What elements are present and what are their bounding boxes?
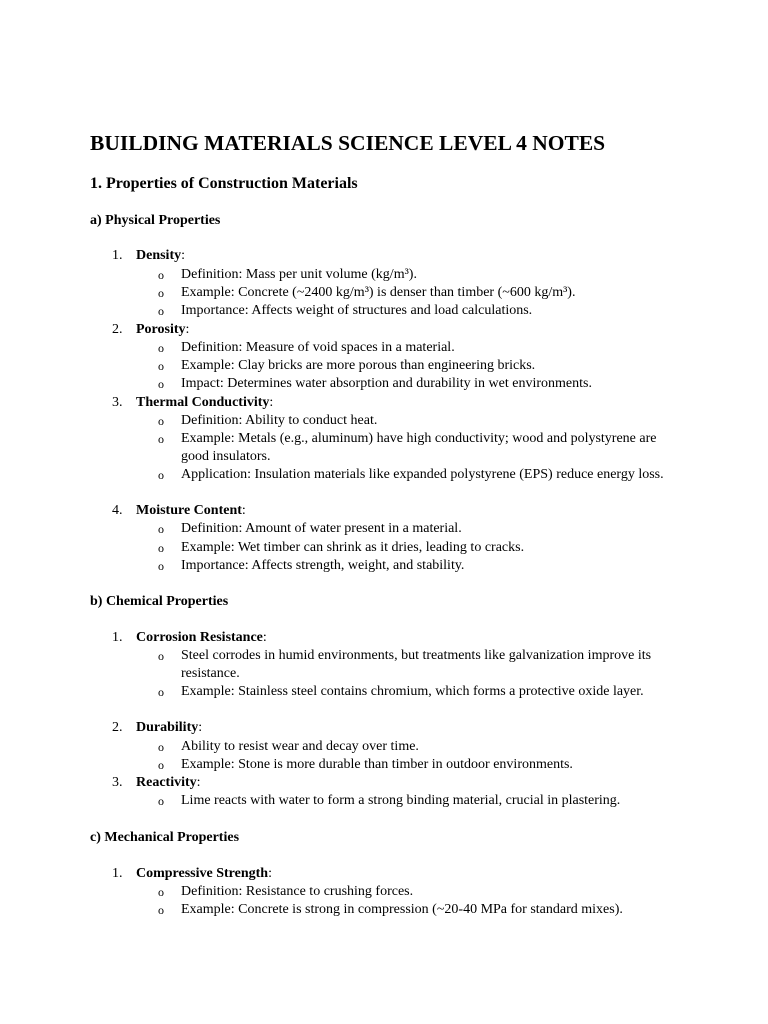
bullet-marker: o — [158, 540, 164, 555]
list-number: 1. — [112, 248, 123, 263]
bullet-text: Example: Concrete is strong in compression (~20-40 MPa for standard mixes). — [181, 902, 623, 917]
bullet-marker: o — [158, 432, 164, 446]
term-compressive-strength: Compressive Strength — [136, 865, 269, 881]
bullet-marker: o — [158, 648, 164, 663]
term-moisture-content: Moisture Content — [136, 503, 242, 518]
term-density: Density — [136, 248, 182, 263]
bullet-text: Definition: Mass per unit volume (kg/m³). — [181, 266, 417, 282]
bullet-text: Application: Insulation materials like expanded polystyrene (EPS) reduce energy loss. — [181, 467, 664, 483]
bullet-text: Importance: Affects weight of structures and load calculations. — [181, 303, 533, 318]
bullet-marker: o — [158, 377, 164, 392]
bullet-marker: o — [158, 884, 164, 899]
section-heading-properties: 1. Properties of Construction Materials — [90, 175, 358, 192]
bullet-marker: o — [158, 757, 164, 772]
bullet-text: Example: Clay bricks are more porous than engineering bricks. — [181, 358, 536, 373]
term-durability: Durability — [136, 720, 199, 735]
term-thermal-conductivity: Thermal Conductivity — [136, 394, 270, 410]
bullet-marker: o — [158, 340, 164, 355]
bullet-text: Impact: Determines water absorption and durability in wet environments. — [181, 376, 592, 392]
list-number: 4. — [112, 503, 123, 518]
document-title: BUILDING MATERIALS SCIENCE LEVEL 4 NOTES — [90, 131, 606, 155]
bullet-text: Ability to resist wear and decay over time. — [181, 738, 419, 754]
term-reactivity: Reactivity — [136, 775, 197, 790]
subsection-heading-physical: a) Physical Properties — [90, 213, 221, 228]
subsection-heading-mechanical: c) Mechanical Properties — [90, 830, 240, 845]
bullet-marker: o — [158, 522, 164, 537]
list-number: 3. — [112, 775, 123, 790]
bullet-marker: o — [158, 685, 164, 700]
bullet-text: Definition: Measure of void spaces in a material. — [181, 339, 455, 355]
document-page: BUILDING MATERIALS SCIENCE LEVEL 4 NOTES 1. Properties of Construction Materials a) Physical Properties 1. Density: o Definition: Mass per unit volume (kg/m³). o Example: Concrete (~2400 kg/m³) is denser than timber (~600 kg/m³). o Importance: Affects weight of structures and load calculations. 2. Porosity: o Definition: Measure of void spaces in a material. o Example: Clay bricks are more porous than engineering bricks. o Impact: Determines water absorption and durability in wet environments. 3. Thermal Conductivity: o Definition: Ability to conduct heat. o Example: Metals (e.g., aluminum) have high conductivity; wood and polystyrene are good insulators. o Application: Insulation materials like expanded polystyrene (EPS) reduce energy loss. 4. Moisture Content: o Definition: Amount of water present in a material. o Example: Wet timber can shrink as it dries, leading to cracks. o Importance: Affects strength, weight, and stability. b) Chemical Properties 1. Corrosion Resistance: o Steel corrodes in humid environments, but treatments like galvanization improve its resistance. o Example: Stainless steel contains chromium, which forms a protective oxide layer. 2. Durability: o Ability to resist wear and decay over time. o Example: Stone is more durable than timber in outdoor environments. 3. Reactivity: o Lime reacts with water to form a strong binding material, crucial in plastering. c) Mechanical Properties 1. Compressive Strength: o Definition: Resistance to crushing forces. o Example: Concrete is strong in compression (~20-40 MPa for standard mixes). — [0, 0, 768, 1024]
bullet-text: Example: Metals (e.g., aluminum) have high conductivity; wood and polystyrene are good insulators. — [181, 431, 657, 465]
bullet-marker: o — [158, 304, 164, 318]
bullet-marker: o — [158, 558, 164, 573]
bullet-text: Lime reacts with water to form a strong binding material, crucial in plastering. — [181, 793, 621, 809]
list-number: 2. — [112, 321, 123, 337]
bullet-text: Importance: Affects strength, weight, and stability. — [181, 557, 465, 573]
bullet-text: Definition: Resistance to crushing forces. — [181, 883, 414, 899]
bullet-marker: o — [158, 267, 164, 282]
bullet-marker: o — [158, 359, 164, 373]
bullet-text: Example: Stone is more durable than timber in outdoor environments. — [181, 756, 573, 772]
bullet-marker: o — [158, 285, 164, 300]
subsection-heading-chemical: b) Chemical Properties — [90, 594, 229, 609]
term-corrosion-resistance: Corrosion Resistance — [136, 629, 263, 645]
bullet-marker: o — [158, 903, 164, 917]
bullet-marker: o — [158, 739, 164, 754]
bullet-text: Example: Stainless steel contains chromium, which forms a protective oxide layer. — [181, 684, 644, 700]
list-number: 3. — [112, 394, 123, 410]
bullet-text: Steel corrodes in humid environments, but treatments like galvanization improve its resistance. — [181, 647, 652, 681]
bullet-marker: o — [158, 468, 164, 483]
bullet-marker: o — [158, 413, 164, 428]
bullet-text: Example: Concrete (~2400 kg/m³) is denser than timber (~600 kg/m³). — [181, 284, 576, 300]
list-number: 2. — [112, 720, 123, 735]
bullet-text: Definition: Ability to conduct heat. — [181, 412, 378, 428]
bullet-text: Example: Wet timber can shrink as it dries, leading to cracks. — [181, 539, 525, 555]
bullet-text: Definition: Amount of water present in a material. — [181, 521, 462, 537]
list-number: 1. — [112, 629, 123, 645]
bullet-marker: o — [158, 794, 164, 809]
list-number: 1. — [112, 865, 123, 881]
term-porosity: Porosity — [136, 321, 186, 337]
